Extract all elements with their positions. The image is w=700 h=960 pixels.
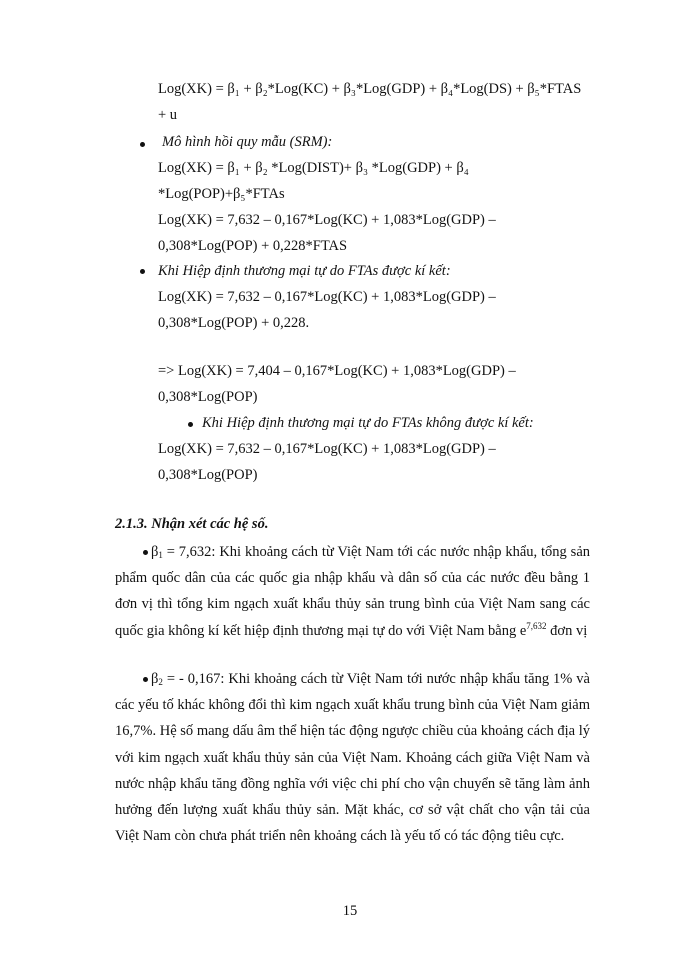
unsigned-equation-line-2: 0,308*Log(POP): [158, 467, 258, 483]
equation-estimate-line-2: 0,308*Log(POP) + 0,228*FTAS: [158, 238, 348, 254]
beta-subscript: 1: [158, 550, 163, 560]
paragraph-beta1: [115, 539, 590, 644]
signed-equation-line-1: Log(XK) = 7,632 – 0,167*Log(KC) + 1,083*Log(GDP) –: [158, 289, 496, 305]
beta-subscript: 2: [158, 677, 163, 687]
exponent: 7,632: [526, 620, 547, 631]
signed-fta-title: Khi Hiệp định thương mại tự do FTAs được kí kết:: [158, 263, 451, 279]
srm-title: Mô hình hồi quy mẫu (SRM):: [162, 134, 333, 150]
signed-result-line-1: => Log(XK) = 7,404 – 0,167*Log(KC) + 1,083*Log(GDP) –: [158, 363, 516, 379]
paragraph-beta2-text: = - 0,167: Khi khoảng cách từ Việt Nam tới nước nhập khẩu tăng 1% và các yếu tố khác không đổi thì kim ngạch xuất khẩu trung bình của Việt Nam giảm 16,7%. Hệ số mang dấu âm thể hiện tác động ngược chiều của khoảng cách địa lý với kim ngạch xuất khẩu thủy sản của Việt Nam. Khoảng cách giữa Việt Nam và nước nhập khẩu tăng đồng nghĩa với việc chi phí cho vận chuyển sẽ tăng làm ảnh hưởng đến lượng xuất khẩu thủy sản. Mặt khác, cơ sở vật chất cho vận tải của Việt Nam còn chưa phát triển nên khoảng cách là yếu tố có tác động tiêu cực.: [115, 671, 590, 845]
bullet-dot: [140, 269, 145, 274]
bullet-dot: [143, 550, 148, 555]
unsigned-fta-title: Khi Hiệp định thương mại tự do FTAs không được kí kết:: [202, 415, 534, 431]
equation-prf-line-1: Log(XK) = β₁ + β₂*Log(KC) + β₃*Log(GDP) + β₄*Log(DS) + β₅*FTAS: [158, 81, 582, 97]
equation-prf-line-2: + u: [158, 107, 178, 123]
section-heading: 2.1.3. Nhận xét các hệ số.: [115, 516, 269, 532]
bullet-dot: [143, 677, 148, 682]
paragraph-beta2: [115, 666, 590, 849]
equation-estimate-line-1: Log(XK) = 7,632 – 0,167*Log(KC) + 1,083*Log(GDP) –: [158, 212, 496, 228]
equation-srm-line-1: Log(XK) = β₁ + β₂ *Log(DIST)+ β₃ *Log(GDP) + β₄: [158, 160, 469, 176]
unsigned-equation-line-1: Log(XK) = 7,632 – 0,167*Log(KC) + 1,083*Log(GDP) –: [158, 441, 496, 457]
equation-srm-line-2: *Log(POP)+β₅*FTAs: [158, 186, 285, 202]
signed-result-line-2: 0,308*Log(POP): [158, 389, 258, 405]
paragraph-beta1-text: = 7,632: Khi khoảng cách từ Việt Nam tới các nước nhập khẩu, tổng sản phẩm quốc dân của các quốc gia nhập khẩu và dân số của các nước đều bằng 1 đơn vị thì tổng kim ngạch xuất khẩu thủy sản trung bình của Việt Nam sang các quốc gia không kí kết hiệp định thương mại tự do với Việt Nam bằng e: [115, 544, 590, 639]
signed-equation-line-2: 0,308*Log(POP) + 0,228.: [158, 315, 310, 331]
beta-symbol: β: [151, 671, 159, 687]
bullet-dot: [140, 142, 145, 147]
page-number: 15: [342, 903, 358, 919]
bullet-dot: [188, 422, 193, 427]
paragraph-beta1-tail: đơn vị: [546, 622, 588, 639]
beta-symbol: β: [151, 544, 159, 560]
